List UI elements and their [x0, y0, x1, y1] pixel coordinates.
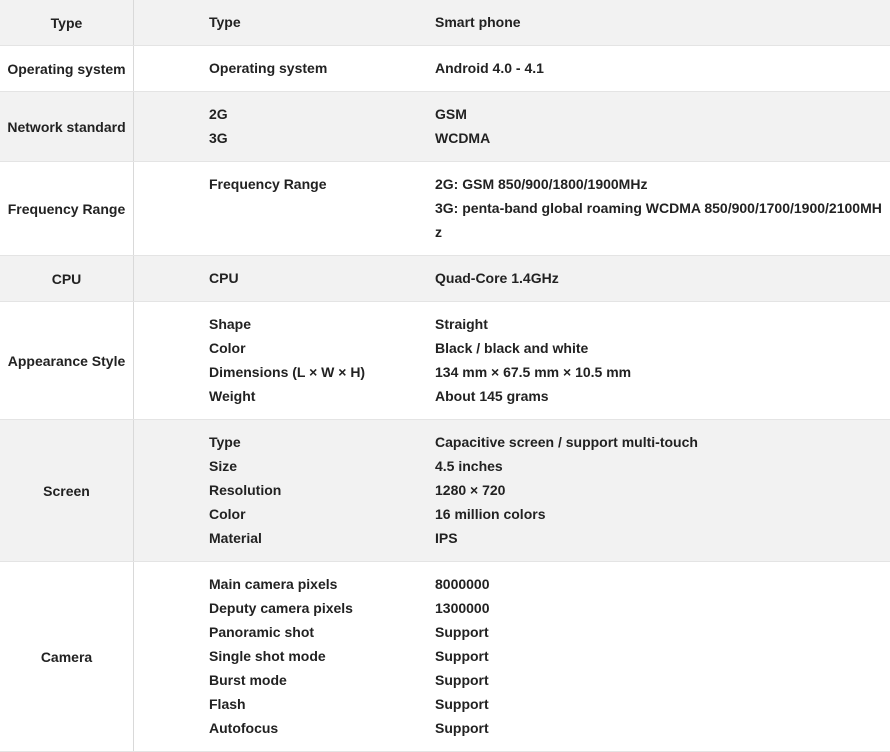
table-row — [0, 256, 890, 302]
value-cell — [435, 302, 890, 420]
spec-value: 1300000 — [435, 600, 490, 616]
spec-key: Dimensions (L × W × H) — [209, 364, 366, 380]
table-row — [0, 92, 890, 162]
spec-key: Panoramic shot — [209, 624, 315, 640]
key-cell — [134, 302, 436, 420]
spec-key: Deputy camera pixels — [209, 600, 353, 616]
spec-key: Color — [209, 506, 246, 522]
spec-value: 3G: penta-band global roaming WCDMA 850/900/1700/1900/2100MHz — [435, 200, 882, 240]
key-cell — [134, 92, 436, 162]
spec-value: Support — [435, 648, 489, 664]
spec-key: Frequency Range — [209, 176, 327, 192]
key-cell — [134, 256, 436, 302]
spec-value: 2G: GSM 850/900/1800/1900MHz — [435, 176, 648, 192]
table-row — [0, 420, 890, 562]
spec-value: 1280 × 720 — [435, 482, 506, 498]
spec-key: Operating system — [209, 60, 328, 76]
table-row — [0, 562, 890, 752]
spec-value: Support — [435, 696, 489, 712]
spec-key: Type — [209, 14, 241, 30]
spec-value: GSM — [435, 106, 467, 122]
spec-key: CPU — [209, 270, 239, 286]
value-cell — [435, 46, 890, 92]
spec-key: Flash — [209, 696, 246, 712]
value-cell — [435, 420, 890, 562]
spec-key: Main camera pixels — [209, 576, 338, 592]
spec-key: 3G — [209, 130, 228, 146]
spec-key: Material — [209, 530, 262, 546]
spec-key: Resolution — [209, 482, 282, 498]
spec-value: 16 million colors — [435, 506, 546, 522]
value-cell — [435, 562, 890, 752]
spec-key: 2G — [209, 106, 228, 122]
spec-value: Capacitive screen / support multi-touch — [435, 434, 698, 450]
spec-value: Smart phone — [435, 14, 521, 30]
table-row — [0, 302, 890, 420]
spec-key: Weight — [209, 388, 256, 404]
spec-key: Color — [209, 340, 246, 356]
spec-key: Size — [209, 458, 238, 474]
spec-value: Support — [435, 720, 489, 736]
spec-value: 134 mm × 67.5 mm × 10.5 mm — [435, 364, 632, 380]
key-cell — [134, 562, 436, 752]
spec-key: Burst mode — [209, 672, 287, 688]
spec-value: Support — [435, 624, 489, 640]
category-cell: Screen — [0, 420, 134, 562]
category-cell: Camera — [0, 562, 134, 752]
key-cell — [134, 0, 436, 46]
category-cell: Appearance Style — [0, 302, 134, 420]
spec-value: Android 4.0 - 4.1 — [435, 60, 544, 76]
value-cell — [435, 256, 890, 302]
spec-key: Shape — [209, 316, 252, 332]
value-cell — [435, 0, 890, 46]
category-cell: CPU — [0, 256, 134, 302]
spec-key: Type — [209, 434, 241, 450]
value-cell — [435, 92, 890, 162]
value-cell — [435, 162, 890, 256]
spec-value: Support — [435, 672, 489, 688]
spec-key: Autofocus — [209, 720, 279, 736]
table-row — [0, 0, 890, 46]
category-cell: Type — [0, 0, 134, 46]
spec-value: Quad-Core 1.4GHz — [435, 270, 559, 286]
spec-key: Single shot mode — [209, 648, 326, 664]
table-row — [0, 46, 890, 92]
spec-value: 4.5 inches — [435, 458, 503, 474]
category-cell: Frequency Range — [0, 162, 134, 256]
table-row — [0, 162, 890, 256]
category-cell: Operating system — [0, 46, 134, 92]
key-cell — [134, 46, 436, 92]
spec-value: About 145 grams — [435, 388, 549, 404]
key-cell — [134, 420, 436, 562]
key-cell — [134, 162, 436, 256]
spec-value: IPS — [435, 530, 458, 546]
spec-value: Straight — [435, 316, 488, 332]
category-cell: Network standard — [0, 92, 134, 162]
spec-value: 8000000 — [435, 576, 490, 592]
spec-value: WCDMA — [435, 130, 491, 146]
spec-value: Black / black and white — [435, 340, 589, 356]
